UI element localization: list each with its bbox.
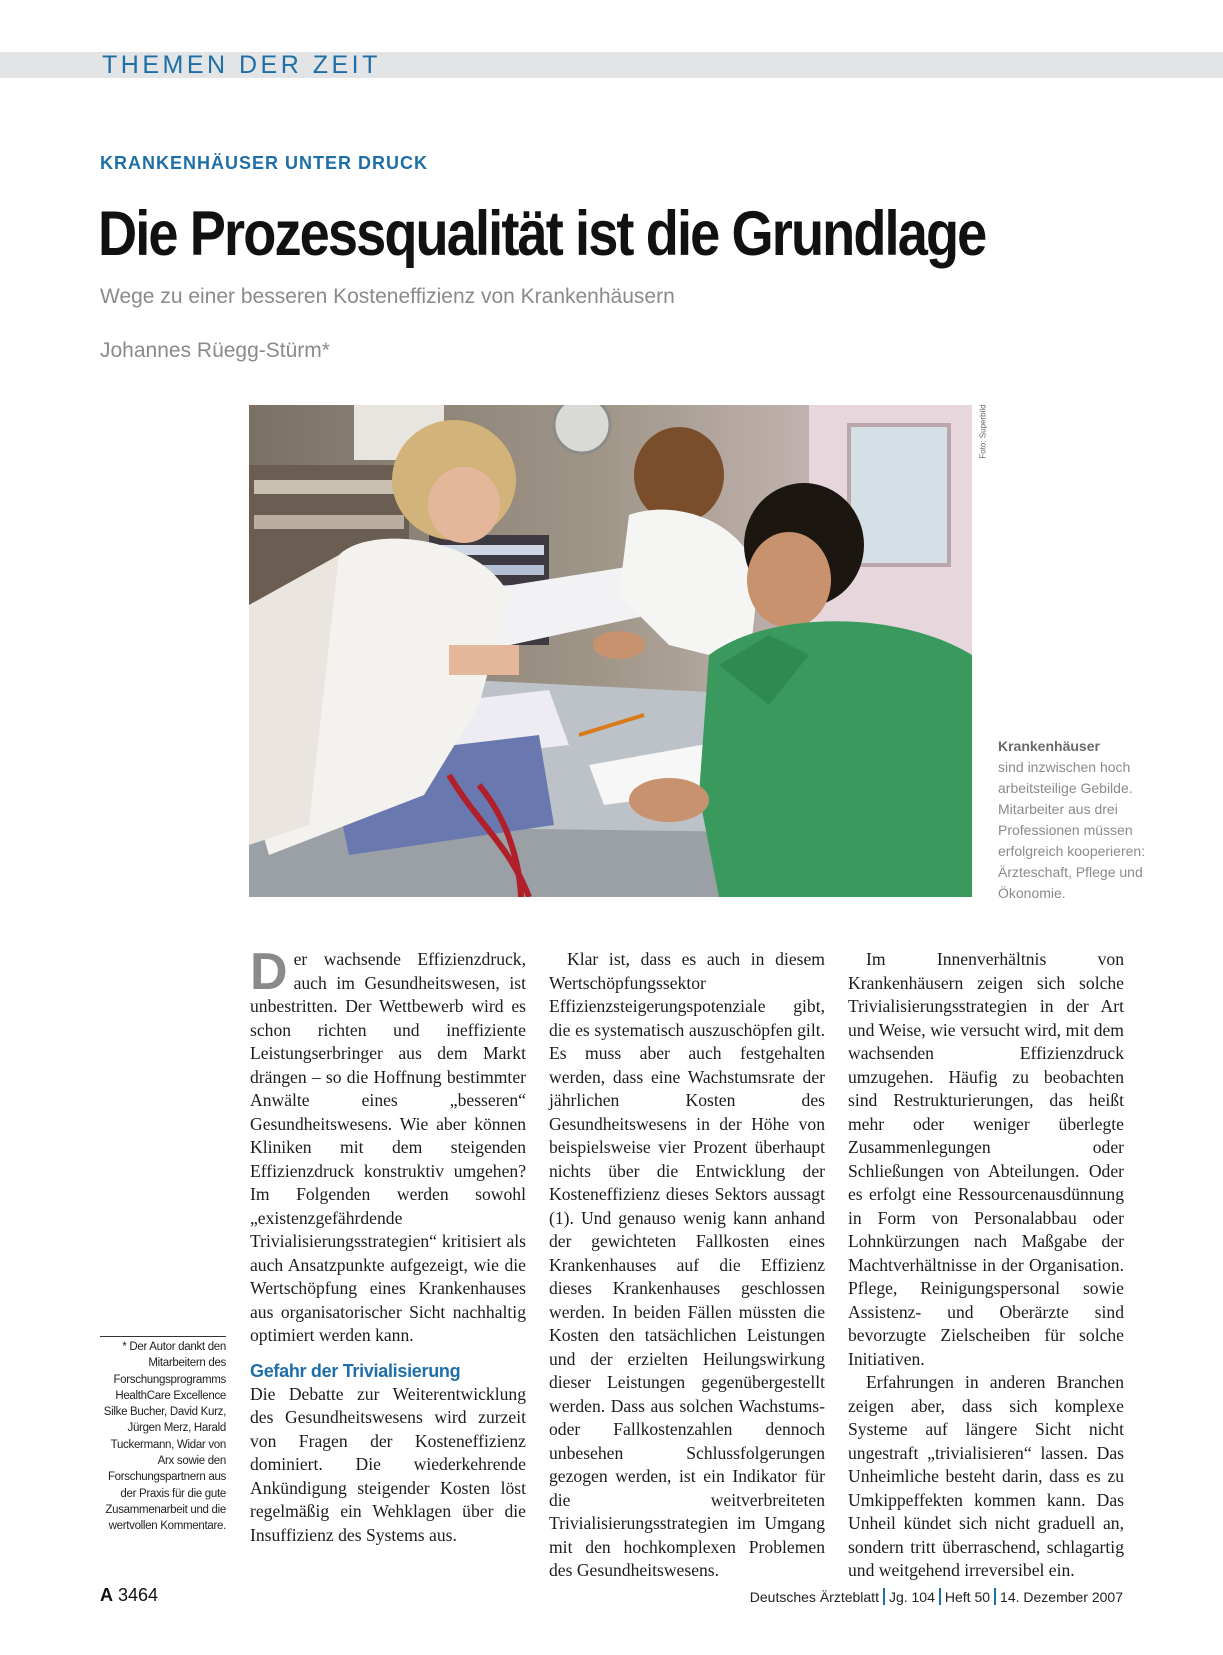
photo-credit-text: Foto: Superbild (978, 404, 988, 459)
paragraph: Im Innenverhältnis von Krankenhäusern zeigen sich solche Trivialisierungsstrategien in der Art und Weise, wie versucht wird, mit dem wachsenden Effizienzdruck umzugehen. Häufig zu beobachten sind Restrukturierungen, das heißt mehr oder weniger überlegte Zusammenlegungen oder Schließungen von Abteilungen. Oder es erfolgt eine Ressourcenausdünnung in Form von Personalabbau oder Lohnkürzungen nach Maßgabe der Machtverhältnisse in der Organisation. Pflege, Reinigungspersonal sowie Assistenz- und Oberärzte sind bevorzugte Zielscheiben für solche Initiativen. (848, 949, 1124, 1369)
journal-footer (750, 1588, 1123, 1605)
article-author: Johannes Rüegg-Stürm* (100, 339, 330, 362)
subheading: Gefahr der Trivialisierung (250, 1360, 461, 1381)
journal-date: 14. Dezember 2007 (1000, 1589, 1123, 1605)
drop-cap: D (250, 943, 288, 1001)
journal-issue: Heft 50 (944, 1589, 991, 1605)
section-label: THEMEN DER ZEIT (102, 51, 381, 79)
body-column-2 (549, 948, 825, 1583)
page-number (100, 1585, 158, 1606)
footnote-rule (100, 1336, 226, 1337)
photo-caption (998, 736, 1148, 904)
caption-text: sind inzwischen hoch arbeitsteilige Gebilde. Mitarbeiter aus drei Professionen müssen erfolgreich kooperieren: Ärzteschaft, Pflege und Ökonomie. (998, 759, 1146, 901)
paragraph (250, 943, 526, 1348)
article-subtitle: Wege zu einer besseren Kosteneffizienz von Krankenhäusern (100, 285, 675, 308)
photo-credit (976, 404, 990, 464)
journal-name: Deutsches Ärzteblatt (749, 1589, 879, 1605)
journal-volume: Jg. 104 (888, 1589, 935, 1605)
paragraph-text: er wachsende Effizienzdruck, auch im Gesundheitswesen, ist unbestritten. Der Wettbewerb wird es schon richten und ineffiziente Leistungserbringer aus dem Markt drängen – so die Hoffnung bestimmter Anwälte eines „besseren“ Gesundheitswesens. Wie aber können Kliniken mit dem steigenden Effizienzdruck konstruktiv umgehen? Im Folgenden werden sowohl „existenzgefährdende Trivialisierungsstrategien“ kritisiert als auch Ansatzpunkte aufgezeigt, wie die Wertschöpfung eines Krankenhauses aus organisatorischer Sicht nachhaltig optimiert werden kann. (250, 949, 526, 1345)
page-number-value: 3464 (118, 1585, 159, 1605)
footer-separator (883, 1588, 885, 1605)
body-column-1 (250, 943, 526, 1547)
paragraph: Die Debatte zur Weiterentwicklung des Gesundheitswesens wird zurzeit von Fragen der Kosteneffizienz dominiert. Die wiederkehrende Ankündigung steigender Kosten löst regelmäßig ein Wehklagen über die Insuffizienz des Systems aus. (250, 1383, 526, 1545)
photo-illustration (249, 405, 972, 897)
footer-separator (994, 1588, 996, 1605)
caption-title: Krankenhäuser (998, 738, 1100, 754)
paragraph: Erfahrungen in anderen Branchen zeigen aber, dass sich komplexe Systeme auf längere Sicht nicht ungestraft „trivialisieren“ lassen. Das Unheimliche besteht darin, dass es zu Umkippeffekten kommen kann. Das Unheil kündet sich nicht graduell an, sondern tritt überraschend, schlagartig und weitgehend irreversibel ein. (848, 1372, 1124, 1580)
body-column-3 (848, 948, 1124, 1583)
author-footnote: * Der Autor dankt den Mitarbeitern des Forschungsprogramms HealthCare Excellence Silke Bucher, David Kurz, Jürgen Merz, Harald Tuckermann, Widar von Arx sowie den Forschungspartnern aus der Praxis für die gute Zusammenarbeit und die wertvollen Kommentare. (103, 1341, 226, 1533)
paragraph: Klar ist, dass es auch in diesem Wertschöpfungssektor Effizienzsteigerungspotenziale gibt, die es systematisch auszuschöpfen gilt. Es muss aber auch festgehalten werden, dass eine Wachstumsrate der jährlichen Kosten des Gesundheitswesens in der Höhe von beispielsweise vier Prozent überhaupt nichts über die Entwicklung der Kosteneffizienz dieses Sektors aussagt (1). Und genauso wenig kann anhand der gewichteten Fallkosten eines Krankenhauses auf die Effizienz dieses Krankenhauses geschlossen werden. In beiden Fällen müssten die Kosten den tatsächlichen Leistungen und der erzielten Heilungswirkung dieser Leistungen gegenübergestellt werden. Dass aus solchen Wachstums- oder Fallkostenzahlen dennoch unbesehen Schlussfolgerungen gezogen werden, ist ein Indikator für die weitverbreiteten Trivialisierungsstrategien im Umgang mit den hochkomplexen Problemen des Gesundheitswesens. (549, 949, 825, 1580)
article-kicker: KRANKENHÄUSER UNTER DRUCK (100, 153, 429, 173)
article-photo (249, 405, 972, 897)
footer-separator (939, 1588, 941, 1605)
article-title: Die Prozessqualität ist die Grundlage (98, 199, 986, 269)
page-prefix: A (100, 1585, 113, 1605)
